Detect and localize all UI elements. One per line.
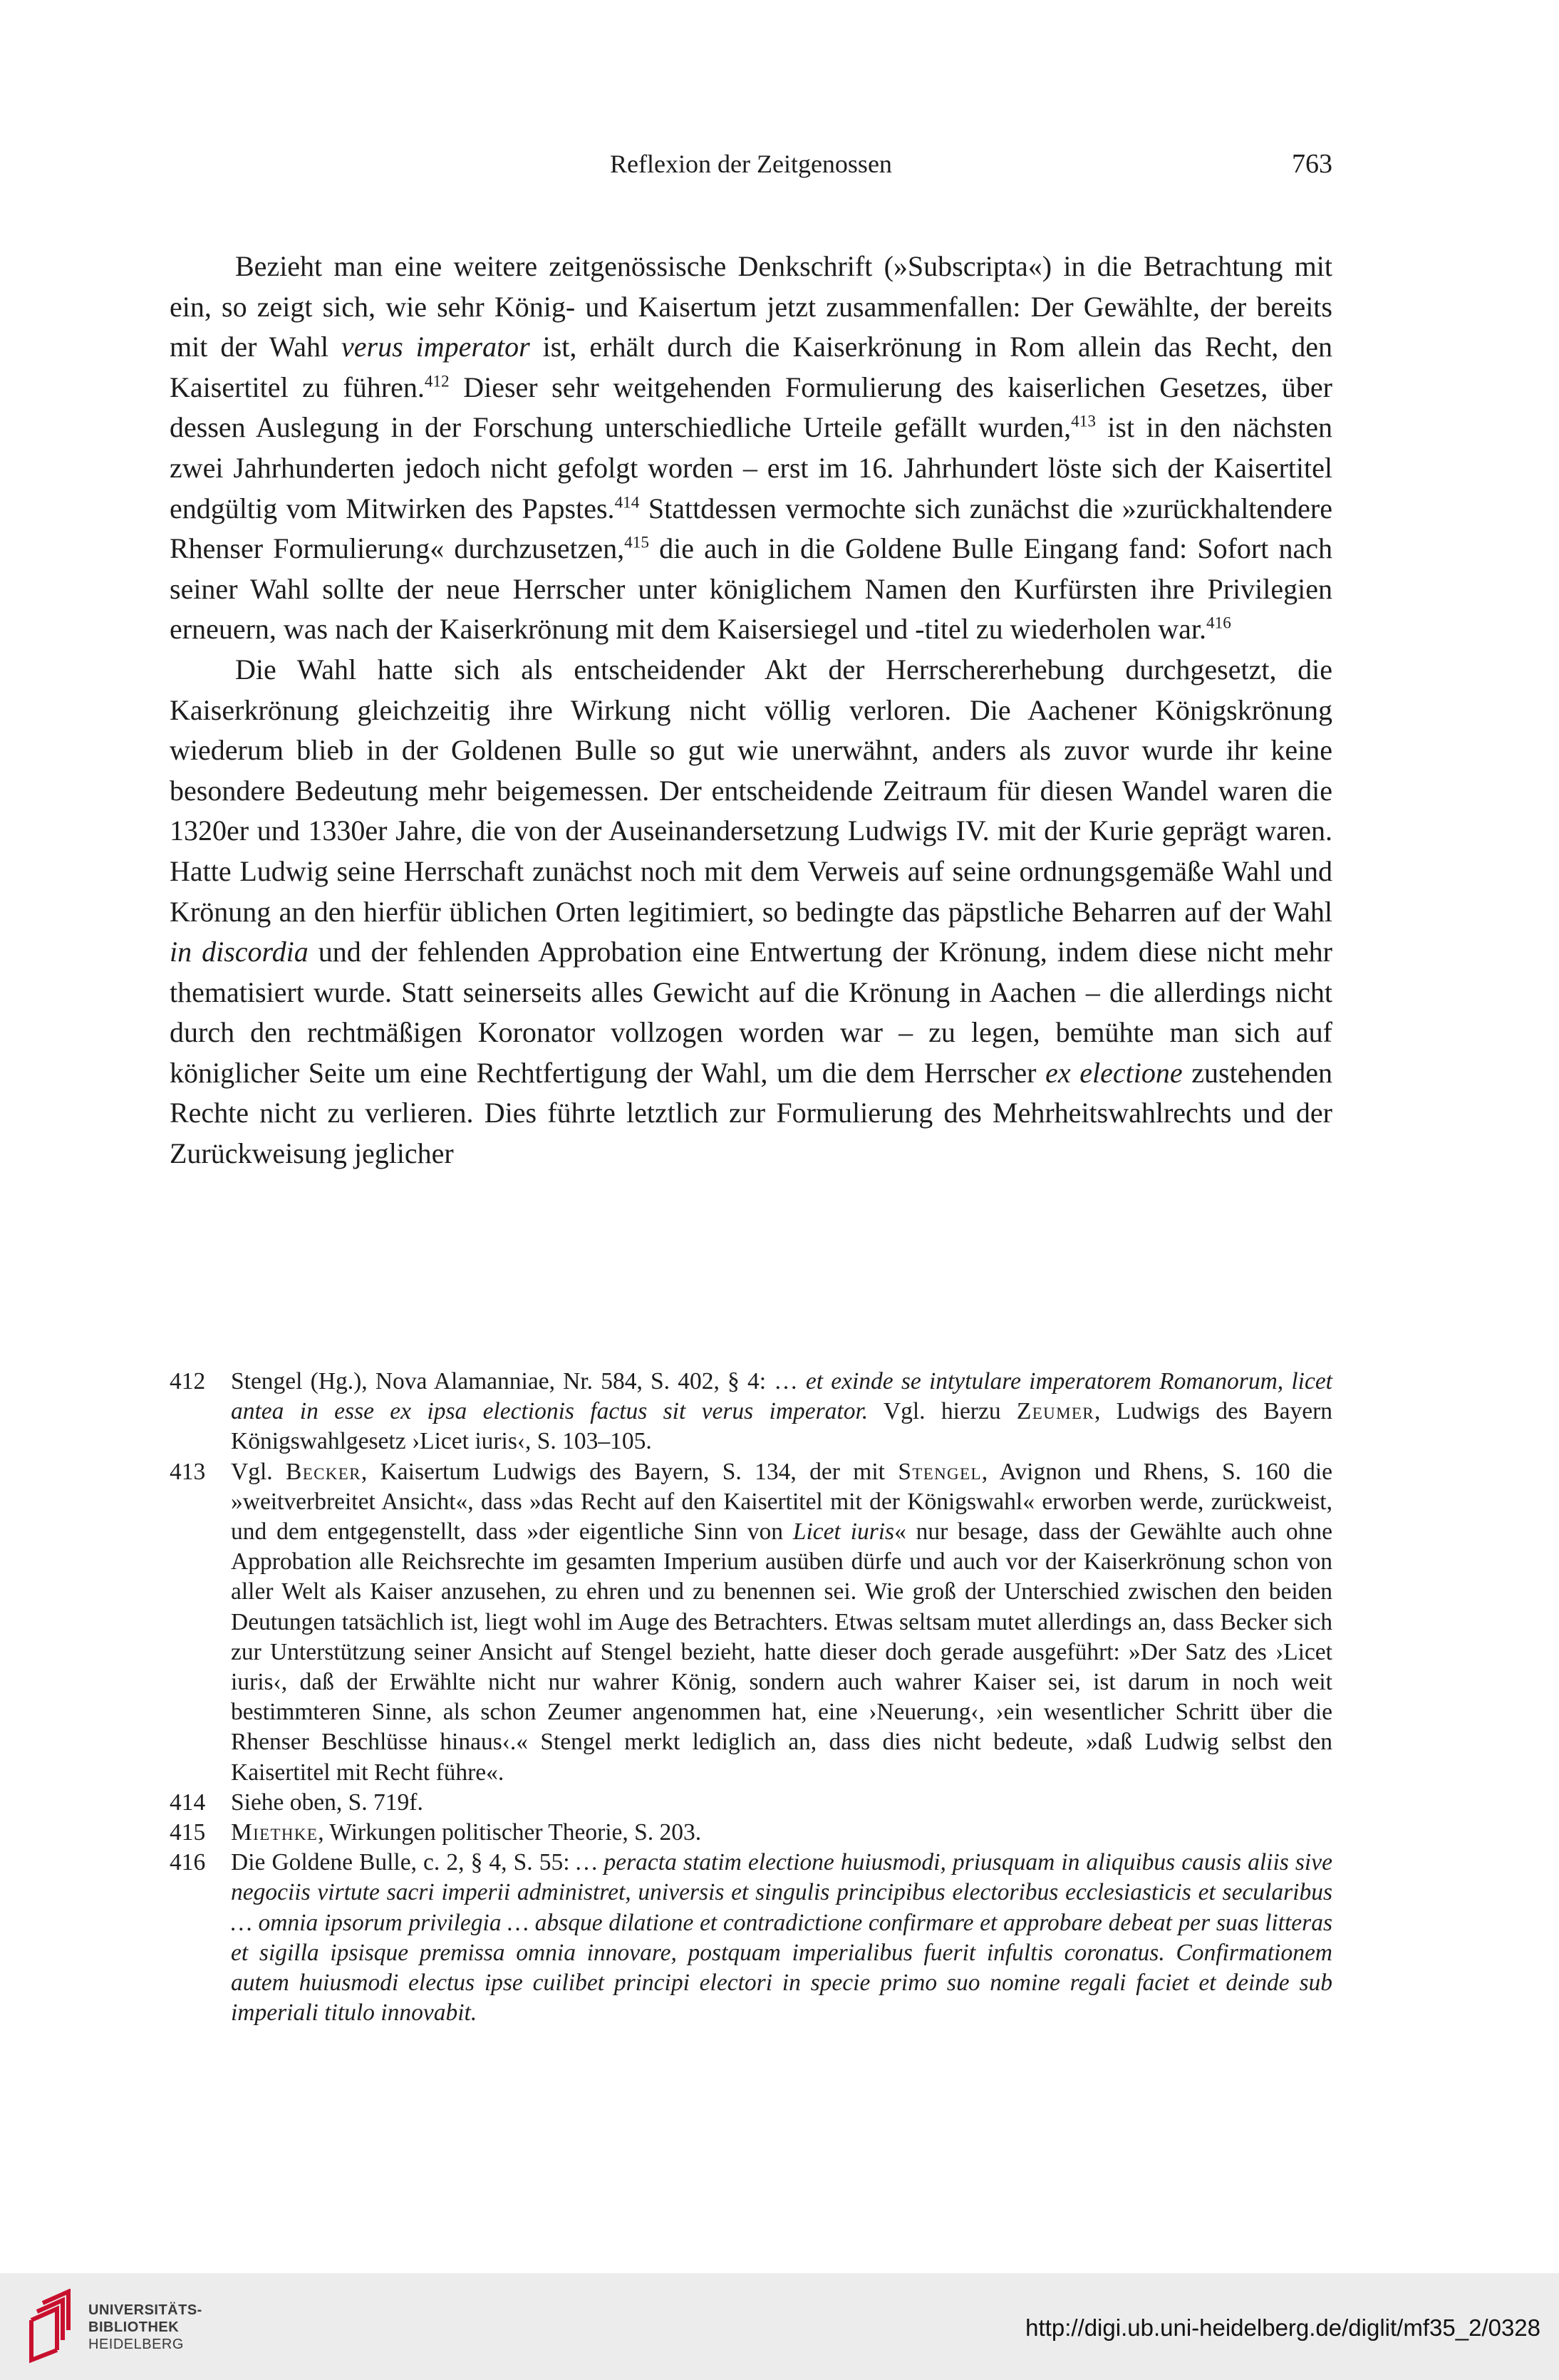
footnote-number: 413 bbox=[170, 1458, 206, 1485]
library-name-line: UNIVERSITÄTS- bbox=[88, 2302, 202, 2318]
author-name: Zeumer bbox=[1016, 1398, 1094, 1425]
text-run: Die Goldene Bulle, c. 2, § 4, S. 55: bbox=[231, 1849, 576, 1876]
text-run: , Kaisertum Ludwigs des Bayern, S. 134, der mit bbox=[361, 1458, 898, 1485]
text-run: Vgl. bbox=[231, 1458, 286, 1485]
paragraph-1 bbox=[170, 247, 1332, 650]
italic-run: verus imperator bbox=[341, 331, 530, 363]
text-run: Die Wahl hatte sich als entscheidender Akt der Herrschererhebung durchgesetzt, die Kaiserkrönung gleichzeitig ihre Wirkung nicht völlig verloren. Die Aachener Königskrönung wiederum blieb in der Goldenen Bulle so gut wie unerwähnt, anders als zuvor wurde ihr keine besondere Bedeutung mehr beigemessen. Der entscheidende Zeitraum für diesen Wandel waren die 1320er und 1330er Jahre, die von der Auseinandersetzung Ludwigs IV. mit der Kurie geprägt waren. Hatte Ludwig seine Herrschaft zunächst noch mit dem Verweis auf seine ordnungsgemäße Wahl und Krönung an den hierfür üblichen Orten legitimiert, so bedingte das päpstliche Beharren auf der Wahl bbox=[170, 653, 1332, 928]
footnote-413 bbox=[170, 1457, 1332, 1788]
footnote-number: 412 bbox=[170, 1368, 206, 1395]
italic-run: … peracta statim electione huiusmodi, priusquam in aliquibus causis aliis sive negociis virtute sacri imperii administret, universis et singulis principibus electoribus ecclesiasticis et secularibus … omnia ipsorum privilegia … absque dilatione et contradictione confirmare et approbare debeat per suas litteras et sigilla ipsisque premissa omnia innovare, postquam imperialibus fuerit infultis coronatus. Confirmationem autem huiusmodi electus ipse cuilibet principi electori in specie primo suo nomine regali faciet et deinde sub imperiali titulo innovabit. bbox=[231, 1849, 1332, 2027]
author-name: Miethke bbox=[231, 1819, 318, 1846]
footnote-ref[interactable]: 414 bbox=[614, 493, 640, 512]
footnote-ref[interactable]: 416 bbox=[1206, 614, 1231, 633]
text-run: Bezieht man eine weitere zeitgenössische Denkschrift (»Subscripta«) in die Betrachtung mit ein, so zeigt sich, wie sehr König- und Kaisertum jetzt zusammenfallen: Der Gewählte, der bereits mit der Wahl bbox=[170, 250, 1332, 363]
text-run: Stattdessen vermochte sich zunächst die »zurückhaltendere Rhenser Formulierung« durchzusetzen, bbox=[170, 492, 1332, 565]
author-name: Becker bbox=[286, 1458, 361, 1485]
footnotes bbox=[170, 1367, 1332, 2028]
text-run: « nur besage, dass der Gewählte auch ohne Approbation alle Reichsrechte im gesamten Imperium ausüben dürfe und auch vor der Kaiserkrönung schon von aller Welt als Kaiser anzusehen, zu ehren und zu benennen sei. Wie groß der Unterschied zwischen den beiden Deutungen tatsächlich ist, liegt wohl im Auge des Betrachters. Etwas seltsam mutet allerdings an, dass Becker sich zur Unterstützung seiner Ansicht auf Stengel bezieht, hatte dieser doch gerade ausgeführt: »Der Satz des ›Licet iuris‹, daß der Erwählte nicht nur wahrer König, sondern auch wahrer Kaiser sei, ist darum in noch weit bestimmteren Sinne, als schon Zeumer angenommen hat, eine ›Neuerung‹, ›ein wesentlicher Schritt über die Rhenser Beschlüsse hinaus‹.« Stengel merkt lediglich an, dass dies nicht bedeute, »daß Ludwig selbst den Kaisertitel mit Recht führe«. bbox=[231, 1518, 1332, 1786]
paragraph-2 bbox=[170, 650, 1332, 1174]
library-name-line: BIBLIOTHEK bbox=[88, 2319, 180, 2335]
text-run: Stengel (Hg.), Nova Alamanniae, Nr. 584, S. 402, § 4: … bbox=[231, 1368, 806, 1395]
footnote-ref[interactable]: 412 bbox=[424, 372, 450, 391]
footnote-412 bbox=[170, 1367, 1332, 1457]
text-run: , Avignon und Rhens, S. 160 die »weitverbreitet Ansicht«, dass »das Recht auf den Kaisertitel mit der Königswahl« erworben werde, zurückweist, und dem entgegenstellt, dass »der eigentliche Sinn von bbox=[231, 1458, 1332, 1546]
text-run: zustehenden Rechte nicht zu verlieren. Dies führte letztlich zur Formulierung des Mehrheitswahlrechts und der Zurückweisung jeglicher bbox=[170, 1056, 1332, 1170]
text-run: Siehe oben, S. 719f. bbox=[231, 1789, 423, 1816]
running-title: Reflexion der Zeitgenossen bbox=[610, 150, 892, 178]
footnote-416 bbox=[170, 1848, 1332, 2028]
footnote-414 bbox=[170, 1788, 1332, 1818]
text-run: , Wirkungen politischer Theorie, S. 203. bbox=[318, 1819, 702, 1846]
text-run: ist in den nächsten zwei Jahrhunderten jedoch nicht gefolgt worden – erst im 16. Jahrhundert löste sich der Kaisertitel endgültig vom Mitwirken des Papstes. bbox=[170, 411, 1333, 524]
text-run: Dieser sehr weitgehenden Formulierung des kaiserlichen Gesetzes, über dessen Auslegung in der Forschung unterschiedliche Urteile gefällt wurden, bbox=[170, 371, 1332, 444]
library-name bbox=[88, 2302, 202, 2353]
footer-bar bbox=[0, 2273, 1559, 2380]
footnote-number: 416 bbox=[170, 1849, 206, 1876]
page-header bbox=[170, 143, 1332, 185]
italic-run: et exinde se intytulare imperatorem Romanorum, licet antea in esse ex ipsa electionis factus sit verus imperator. bbox=[231, 1368, 1332, 1425]
text-run: Vgl. hierzu bbox=[868, 1398, 1017, 1425]
italic-run: Licet iuris bbox=[792, 1518, 895, 1546]
footnote-ref[interactable]: 415 bbox=[624, 533, 649, 552]
text-run: , Ludwigs des Bayern Königswahlgesetz ›Licet iuris‹, S. 103–105. bbox=[231, 1398, 1332, 1455]
page-number: 763 bbox=[1292, 149, 1332, 179]
ub-heidelberg-logo-icon[interactable] bbox=[27, 2289, 98, 2367]
footnote-number: 415 bbox=[170, 1819, 206, 1846]
body-text bbox=[170, 247, 1332, 1174]
italic-run: in discordia bbox=[170, 936, 309, 968]
text-run: ist, erhält durch die Kaiserkrönung in Rom allein das Recht, den Kaisertitel zu führen. bbox=[170, 331, 1333, 403]
footnote-415 bbox=[170, 1818, 1332, 1848]
library-name-line: HEIDELBERG bbox=[88, 2337, 184, 2352]
footnote-number: 414 bbox=[170, 1789, 206, 1816]
author-name: Stengel bbox=[898, 1458, 982, 1485]
text-run: und der fehlenden Approbation eine Entwertung der Krönung, indem diese nicht mehr thematisiert wurde. Statt seinerseits alles Gewicht auf die Krönung in Aachen – die allerdings nicht durch den rechtmäßigen Koronator vollzogen worden war – zu legen, bemühte man sich auf königlicher Seite um eine Rechtfertigung der Wahl, um die dem Herrscher bbox=[170, 936, 1332, 1089]
italic-run: ex electione bbox=[1045, 1056, 1183, 1089]
text-run: die auch in die Goldene Bulle Eingang fand: Sofort nach seiner Wahl sollte der neue Herrscher unter königlichem Namen den Kurfürsten ihre Privilegien erneuern, was nach der Kaiserkrönung mit dem Kaisersiegel und -titel zu wiederholen war. bbox=[170, 532, 1332, 646]
footnote-ref[interactable]: 413 bbox=[1071, 413, 1096, 431]
source-url-link[interactable]: http://digi.ub.uni-heidelberg.de/diglit/mf35_2/0328 bbox=[1025, 2314, 1540, 2341]
